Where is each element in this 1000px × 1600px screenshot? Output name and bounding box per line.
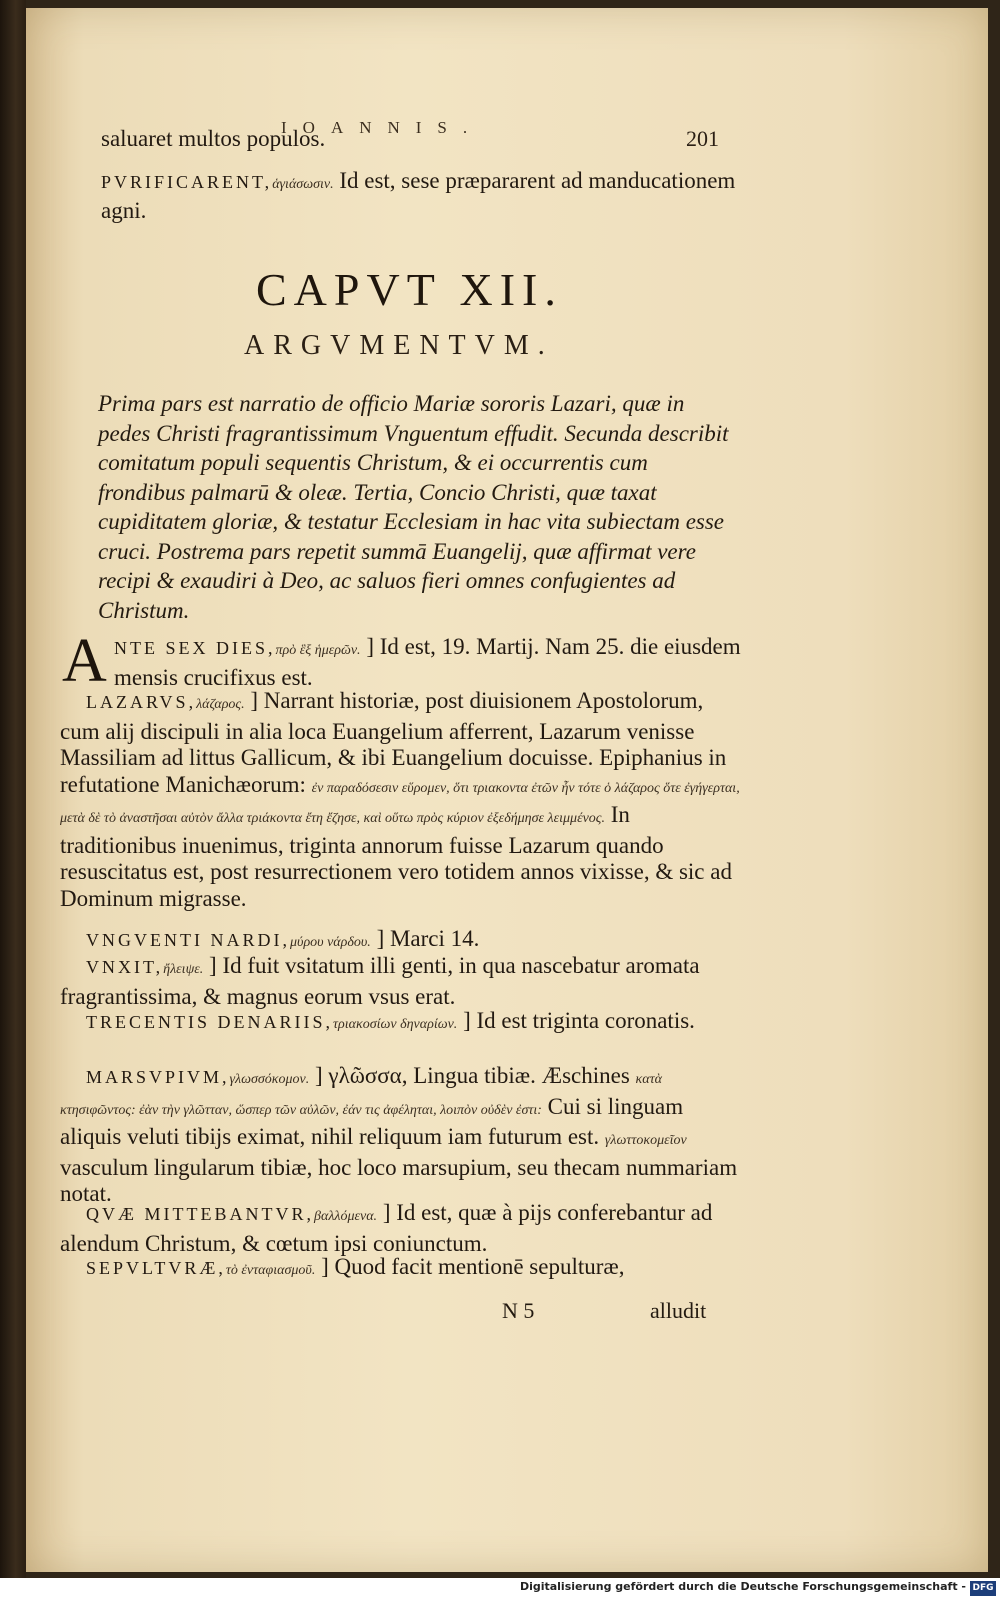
entry-text: ] γλῶσσα, Lingua tibiæ. Æschines	[315, 1063, 630, 1088]
entry-lemma: VNXIT,	[86, 957, 164, 977]
entry-lemma: SEPVLTVRÆ,	[86, 1258, 226, 1278]
book-page	[26, 8, 988, 1572]
footer-credit: Digitalisierung gefördert durch die Deutsche Forschungsgemeinschaft -	[519, 1580, 966, 1593]
purificarent-lemma: PVRIFICARENT,	[101, 172, 273, 192]
entry-text-gloss: vasculum lingularum tibiæ, hoc loco marsupium, seu thecam nummariam notat.	[60, 1154, 738, 1206]
entry-trecentis-denariis	[60, 1008, 740, 1039]
entry-vnguenti-nardi	[60, 926, 740, 957]
running-head: IOANNIS.	[281, 118, 484, 137]
folio-number: 201	[686, 126, 719, 151]
purificarent-greek: ἁγιάσωσιν.	[272, 177, 334, 192]
entry-marsupium	[60, 1063, 740, 1208]
footer-bar	[0, 1578, 1000, 1600]
top-line-1: saluaret multos populos.	[101, 126, 326, 151]
entry-text: ] Narrant historiæ, post diuisionem Apostolorum, cum alij discipuli in alia loca Euangelium afferrent, Lazarum venisse Massiliam ad littus Gallicum, & ibi Euangelium docuisse. Epiphanius in refutatione Manichæorum:	[60, 688, 727, 797]
entry-text: ] Id est, 19. Martij. Nam 25. die eiusdem mensis crucifixus est.	[114, 634, 741, 690]
entry-text-translation: In traditionibus inuenimus, triginta annorum fuisse Lazarum quando resuscitatus est, post resurrectionem vero totidem annos vixisse, & sic ad Dominum migrasse.	[60, 802, 732, 911]
argumentum-heading: ARGVMENTVM.	[244, 330, 554, 361]
signature-mark: N 5	[502, 1298, 535, 1323]
purificarent-text: Id est, sese præpararent ad manducationem agni.	[101, 168, 736, 223]
entry-text: ] Id est triginta coronatis.	[463, 1008, 695, 1033]
entry-greek: γλωσσόκομον.	[229, 1072, 310, 1087]
entry-lemma: NTE SEX DIES,	[114, 638, 276, 658]
entry-quae-mittebantur	[60, 1200, 740, 1257]
entry-greek: ἤλειψε.	[163, 962, 204, 977]
chapter-heading: CAPVT XII.	[256, 264, 563, 315]
book-binding-edge	[0, 0, 26, 1580]
entry-ante-sex-dies	[114, 634, 741, 691]
entry-lemma: TRECENTIS DENARIIS,	[86, 1012, 333, 1032]
entry-lemma: VNGVENTI NARDI,	[86, 930, 290, 950]
entry-greek: τὸ ἐνταφιασμοῦ.	[225, 1263, 316, 1278]
dfg-logo: DFG	[970, 1581, 996, 1596]
entry-greek-term: γλωττοκομεῖον	[604, 1133, 687, 1148]
entry-greek-quote: κατὰ κτησιφῶντος: ἐὰν τὴν γλῶτταν, ὥσπερ τῶν αὐλῶν, ἐάν τις ἀφέληται, λοιπὸν οὐδὲν ἐστι:	[60, 1072, 662, 1118]
entry-lazarus	[60, 688, 740, 912]
entry-text: ] Marci 14.	[376, 926, 480, 951]
entry-text: ] Quod facit mentionē sepulturæ,	[321, 1254, 625, 1279]
argumentum-text: Prima pars est narratio de officio Mariæ sororis Lazari, quæ in pedes Christi fragrantissimum Vnguentum effudit. Secunda describit comitatum populi sequentis Christum, & ei occurrentis cum frondibus palmarū & oleæ. Tertia, Concio Christi, quæ taxat cupiditatem gloriæ, & testatur Ecclesiam in hac vita subiectam esse cruci. Postrema pars repetit summā Euangelij, quæ affirmat vere recipi & exaudiri à Deo, ac saluos fieri omnes confugientes ad Christum.	[98, 391, 729, 623]
entry-lemma: MARSVPIVM,	[86, 1067, 230, 1087]
entry-greek: βαλλόμενα.	[314, 1209, 378, 1224]
entry-text: ] Id est, quæ à pijs conferebantur ad alendum Christum, & cœtum ipsi coniunctum.	[60, 1200, 713, 1256]
entry-lemma: QVÆ MITTEBANTVR,	[86, 1204, 314, 1224]
entry-greek: λάζαρος.	[196, 697, 245, 712]
entry-vnxit	[60, 953, 740, 1010]
purificarent-entry	[101, 168, 741, 224]
entry-greek: τριακοσίων δηναρίων.	[333, 1017, 458, 1032]
entry-greek-quote: ἐν παραδόσεσιν εὕρομεν, ὅτι τριακοντα ἐτῶν ἦν τότε ὁ λάζαρος ὅτε ἐγήγερται, μετὰ δὲ τὸ ἀναστῆσαι αὐτὸν ἄλλα τριάκοντα ἔτη ἔζησε, καὶ οὕτω πρὸς κύριον ἐξεδήμησε λειμμένος.	[60, 780, 740, 826]
entry-greek: μύρου νάρδου.	[289, 935, 371, 950]
entry-sepulturae	[60, 1254, 740, 1285]
entry-text: ] Id fuit vsitatum illi genti, in qua nascebatur aromata fragrantissima, & magnus eorum vsus erat.	[60, 953, 700, 1009]
entry-lemma: LAZARVS,	[86, 692, 197, 712]
entry-greek: πρὸ ἓξ ἡμερῶν.	[275, 643, 361, 658]
entry-text-translation: Cui si linguam aliquis veluti tibijs eximat, nihil reliquum iam futurum est.	[60, 1093, 684, 1149]
catchword: alludit	[650, 1298, 707, 1323]
drop-cap-initial: A	[62, 627, 107, 695]
